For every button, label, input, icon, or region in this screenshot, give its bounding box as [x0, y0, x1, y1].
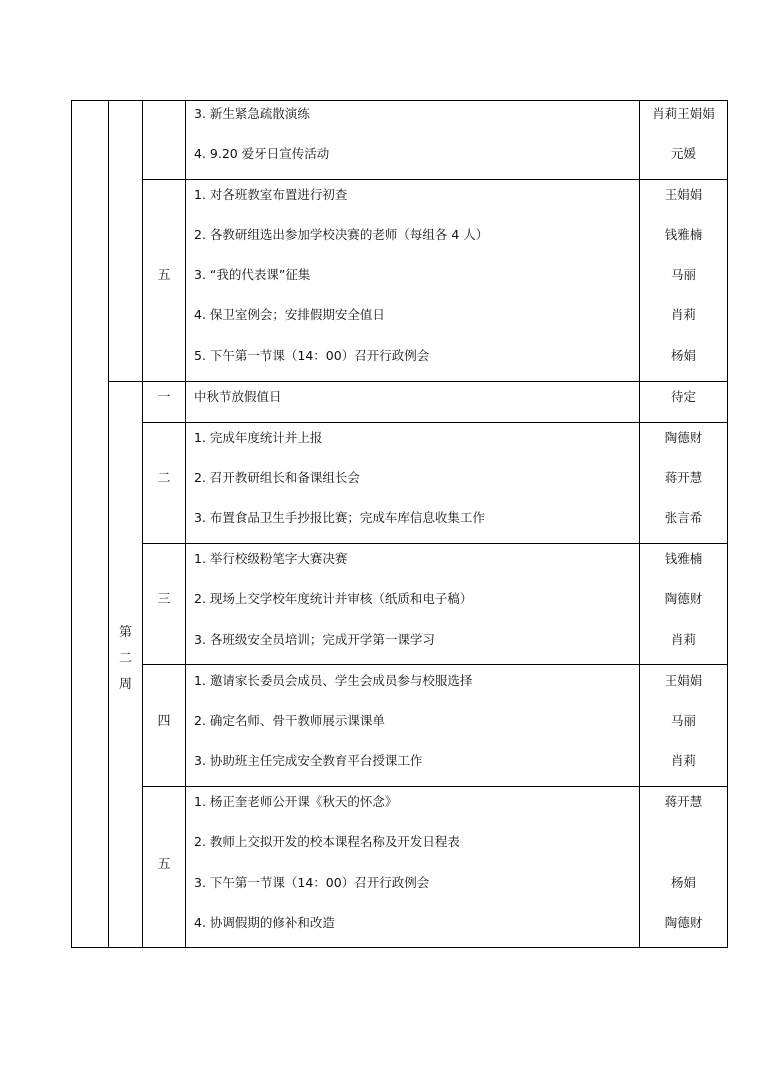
- table-column-divider: [185, 100, 186, 948]
- table-row-divider: [142, 543, 728, 544]
- task-text: 1. 对各班教室布置进行初查: [194, 187, 348, 202]
- table-row-divider: [142, 422, 728, 423]
- person-text: 肖莉: [670, 753, 696, 768]
- task-text: 3. 协助班主任完成安全教育平台授课工作: [194, 753, 423, 768]
- person-text: 杨娟: [670, 875, 696, 890]
- task-text: 2. 确定名师、骨干教师展示课课单: [194, 713, 385, 728]
- week-label-char: 第: [118, 625, 132, 640]
- person-text: 陶德财: [664, 430, 703, 445]
- task-text: 2. 现场上交学校年度统计并审核（纸质和电子稿）: [194, 591, 473, 606]
- day-label: 五: [157, 857, 171, 872]
- task-text: 5. 下午第一节课（14：00）召开行政例会: [194, 348, 430, 363]
- person-text: 蒋开慧: [664, 470, 703, 485]
- task-text: 3. 下午第一节课（14：00）召开行政例会: [194, 875, 430, 890]
- task-text: 1. 举行校级粉笔字大赛决赛: [194, 551, 348, 566]
- person-text: 马丽: [670, 267, 696, 282]
- table-row-divider: [142, 179, 728, 180]
- table-column-divider: [108, 100, 109, 948]
- table-border-bottom: [71, 947, 728, 948]
- task-text: 4. 9.20 爱牙日宣传活动: [194, 146, 330, 161]
- day-label: 四: [157, 714, 171, 729]
- table-row-divider: [142, 664, 728, 665]
- person-text: 待定: [670, 389, 696, 404]
- task-text: 1. 邀请家长委员会成员、学生会成员参与校服选择: [194, 673, 473, 688]
- task-text: 1. 杨正奎老师公开课《秋天的怀念》: [194, 794, 398, 809]
- task-text: 3. 新生紧急疏散演练: [194, 106, 310, 121]
- person-text: 王娟娟: [664, 673, 703, 688]
- person-text: 钱雅楠: [664, 551, 703, 566]
- task-text: 2. 召开教研组长和备课组长会: [194, 470, 360, 485]
- day-label: 二: [157, 471, 171, 486]
- table-row-divider: [108, 381, 728, 382]
- task-text: 2. 各教研组选出参加学校决赛的老师（每组各 4 人）: [194, 227, 489, 242]
- person-text: 马丽: [670, 713, 696, 728]
- task-text: 3. “我的代表课”征集: [194, 267, 311, 282]
- table-row-divider: [142, 786, 728, 787]
- week-label: [109, 620, 142, 698]
- person-text: 王娟娟: [664, 187, 703, 202]
- task-text: 4. 协调假期的修补和改造: [194, 915, 335, 930]
- day-label: 五: [157, 268, 171, 283]
- person-text: 钱雅楠: [664, 227, 703, 242]
- table-border-top: [71, 100, 728, 101]
- week-label-char: 周: [118, 677, 132, 692]
- task-text: 2. 教师上交拟开发的校本课程名称及开发日程表: [194, 834, 460, 849]
- table-border-right: [727, 100, 728, 948]
- table-border-left: [71, 100, 72, 948]
- person-text: 肖莉王娟娟: [652, 106, 715, 121]
- week-label-char: 二: [118, 651, 132, 666]
- task-text: 4. 保卫室例会；安排假期安全值日: [194, 307, 385, 322]
- task-text: 1. 完成年度统计并上报: [194, 430, 323, 445]
- day-label: 三: [157, 592, 171, 607]
- person-text: 陶德财: [664, 591, 703, 606]
- person-text: 元媛: [670, 146, 696, 161]
- person-text: 肖莉: [670, 632, 696, 647]
- person-text: 蒋开慧: [664, 794, 703, 809]
- task-text: 中秋节放假值日: [194, 389, 282, 404]
- day-label: 一: [157, 390, 171, 405]
- person-text: 肖莉: [670, 307, 696, 322]
- person-text: 杨娟: [670, 348, 696, 363]
- task-text: 3. 布置食品卫生手抄报比赛；完成车库信息收集工作: [194, 510, 485, 525]
- person-text: 陶德财: [664, 915, 703, 930]
- person-text: 张言希: [664, 510, 703, 525]
- task-text: 3. 各班级安全员培训；完成开学第一课学习: [194, 632, 435, 647]
- table-column-divider: [142, 100, 143, 948]
